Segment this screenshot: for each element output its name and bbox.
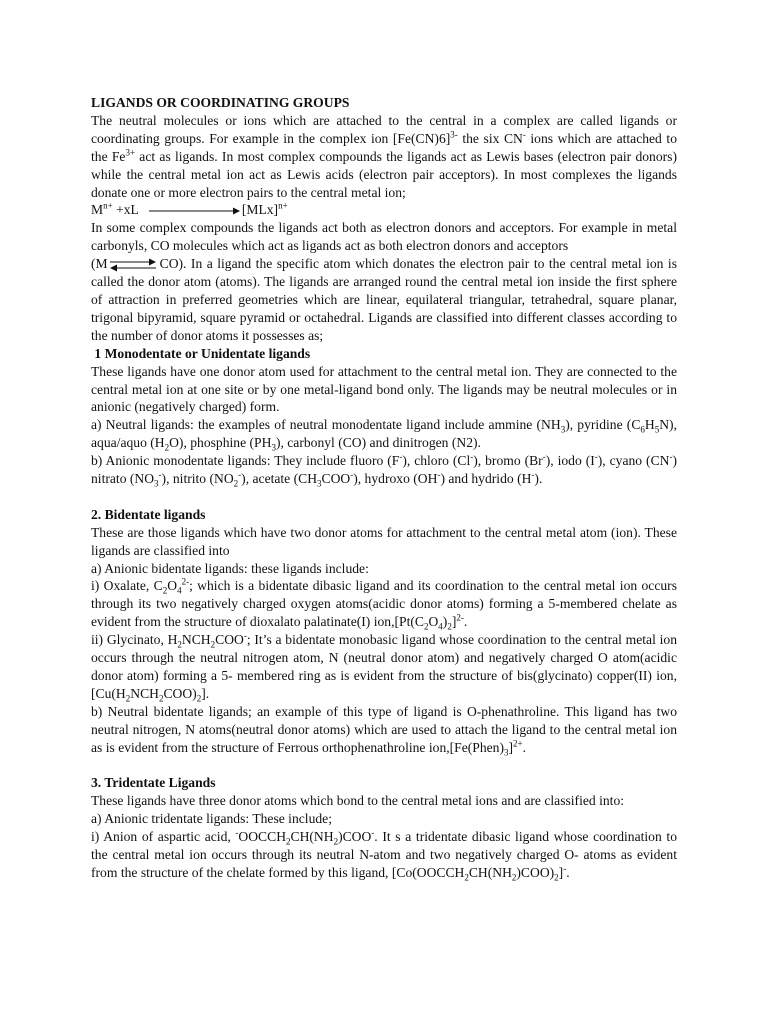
item-anionic-ligands: b) Anionic monodentate ligands: They include fluoro (F-), chloro (Cl-), bromo (Br-), iodo (I-), cyano (CN-) nitrato $(NO_3^-)$, nitrito $(NO_2^-)$, acetate $(CH_3COO^-)$, hydroxo (OH-) and hydrido (H-).: [91, 451, 677, 489]
right-arrow-icon: [149, 206, 241, 216]
paragraph-intro: The neutral molecules or ions which are attached to the central in a complex are called ligands or coordinating groups. For example in the complex ion $[Fe(CN)6]^{3-}$ the six CN- ions which are attached to the $Fe^{3+}$ act as ligands. In most complex compounds the ligands act as Lewis bases (electron pair donors) while the central metal ion act as Lewis acids (electron pair acceptors). In most complexes the ligands donate one or more electron pairs to the central metal ion;: [91, 112, 677, 200]
document-page: [91, 94, 677, 882]
item-aspartic-acid: i) Anion of aspartic acid, $^-OOCCH_2CH(NH_2)COO^-$. It s a tridentate dibasic ligand whose coordination to the central metal ion occurs through its neutral N-atom and two negatively charged O- atoms as evident from the structure of the chelate formed by this ligand, $[Co(OOCCH_2CH(NH_2)COO)_2]^-$.: [91, 827, 677, 883]
item-neutral-ligands: a) Neutral ligands: the examples of neutral monodentate ligand include ammine $(NH_3)$, pyridine $(C_6H_5N)$, aqua/aquo $(H_2O)$, phosphine $(PH_3)$, carbonyl (CO) and dinitrogen (N2).: [91, 417, 677, 453]
section-heading-ligands: LIGANDS OR COORDINATING GROUPS: [91, 95, 350, 110]
item-anionic-bidentate: a) Anionic bidentate ligands: these ligands include:: [91, 560, 369, 576]
paragraph-donor-acceptor: In some complex compounds the ligands act both as electron donors and acceptors. For example in metal carbonyls, CO molecules which act as ligands act as both electron donors and acceptors (M CO). In a ligand the specific atom which donates the electron pair to the central metal ion is called the donor atom (atoms). The ligands are arranged round the central metal ion inside the first sphere of attraction in preferred geometries which are linear, equilateral triangular, tetrahedral, square planar, trigonal bipyramid, square pyramid or octahedral. Ligands are classified into different classes according to the number of donor atoms it possesses as;: [91, 220, 677, 343]
paragraph-bidentate: These are those ligands which have two donor atoms for attachment to the central metal atom (ion). These ligands are classified into: [91, 524, 677, 558]
item-oxalate: i) Oxalate, $C_2O_4^{2-}$; which is a bidentate dibasic ligand and its coordination to the central metal ion occurs through its two negatively charged oxygen atoms(acidic donor atoms) forming a 5-membered chelate as evident from the structure of dioxalato palatinate(I) $ion,[Pt(C_2O_4)_2]^{2-}$.: [91, 576, 677, 632]
spacer: [91, 488, 677, 506]
reaction-equation: $M^{n+} +xL$ [MLx]$^{n+}$: [91, 200, 288, 218]
section-heading-monodentate: 1 Monodentate or Unidentate ligands: [91, 345, 311, 361]
section-heading-tridentate: 3. Tridentate Ligands: [91, 775, 216, 791]
item-neutral-bidentate: b) Neutral bidentate ligands; an example of this type of ligand is O-phenathroline. This ligand has two neutral nitrogen, N atoms(neutral donor atoms) which are used to attach the ligand to the central metal ion as is evident from the structure of Ferrous orthophenathroline $ion,[Fe(Phen)_3]^{2+}$.: [91, 703, 677, 758]
double-arrow-icon: [108, 258, 158, 272]
paragraph-tridentate: These ligands have three donor atoms which bond to the central metal ions and are classified into:: [91, 793, 625, 809]
item-glycinato: ii) Glycinato, $H_2NCH_2COO^-$; It’s a bidentate monobasic ligand whose coordination to the central metal ion occurs through the neutral nitrogen atom, N (neutral donor atom) and negatively charged O atom(acidic donor atom) forming a 5- membered ring as is evident from the structure of bis(glycinato) copper(II) ion, $[Cu(H_2NCH_2COO)_2]$.: [91, 630, 677, 704]
paragraph-monodentate: These ligands have one donor atom used for attachment to the central metal ion. They are connected to the central metal ion at one site or by one metal-ligand bond only. The ligands may be neutral molecules or in anionic (negatively charged) form.: [91, 363, 677, 415]
section-heading-bidentate: 2. Bidentate ligands: [91, 506, 206, 522]
item-anionic-tridentate: a) Anionic tridentate ligands: These include;: [91, 811, 332, 827]
spacer: [91, 757, 677, 775]
